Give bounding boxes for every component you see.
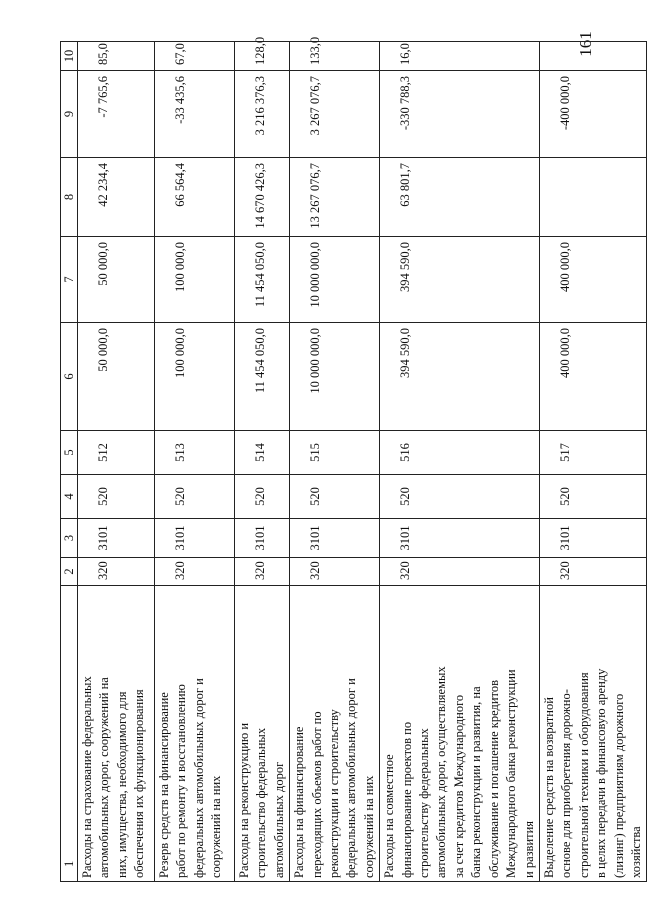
cell-col-3: 3101 [380, 519, 540, 558]
col-header-9: 9 [61, 71, 78, 158]
cell-col-10: 16,0 [380, 42, 540, 71]
cell-col-2: 320 [290, 558, 380, 586]
cell-col-10: 133,0 [290, 42, 380, 71]
col-header-6: 6 [61, 323, 78, 431]
cell-col-7: 394 590,0 [380, 237, 540, 323]
page-number: 161 [576, 31, 595, 57]
cell-col-10: 67,0 [155, 42, 235, 71]
description-line: Международного банка реконструкции [504, 669, 519, 878]
cell-col-2: 320 [235, 558, 290, 586]
cell-col-3: 3101 [155, 519, 235, 558]
table-row [380, 42, 540, 882]
table-row [78, 42, 155, 882]
description-line: (лизинг) предприятиям дорожного [611, 693, 626, 878]
cell-col-7: 11 454 050,0 [235, 237, 290, 323]
cell-col-3: 3101 [539, 519, 646, 558]
cell-col-4: 520 [235, 475, 290, 519]
description-line: банка реконструкции и развития, на [469, 686, 484, 878]
description-line: автомобильных дорог, сооружений на [97, 677, 112, 878]
cell-col-3: 3101 [78, 519, 155, 558]
description-line: обслуживание и погашение кредитов [486, 679, 501, 878]
cell-col-2: 320 [155, 558, 235, 586]
table-row [539, 42, 646, 882]
description-line: переходящих объемов работ по [309, 711, 324, 878]
cell-col-9: -7 765,6 [78, 71, 155, 158]
cell-col-6: 50 000,0 [78, 323, 155, 431]
cell-col-2: 320 [539, 558, 646, 586]
description-line: автомобильных дорог, осуществляемых [434, 666, 449, 878]
row-description [155, 586, 235, 882]
row-description [290, 586, 380, 882]
cell-col-9: -330 788,3 [380, 71, 540, 158]
description-line: федеральных автомобильных дорог и [191, 678, 206, 878]
cell-col-4: 520 [539, 475, 646, 519]
cell-col-8: 42 234,4 [78, 158, 155, 237]
cell-col-4: 520 [290, 475, 380, 519]
table-row [155, 42, 235, 882]
cell-col-9: 3 267 076,7 [290, 71, 380, 158]
cell-col-7: 100 000,0 [155, 237, 235, 323]
cell-col-8: 63 801,7 [380, 158, 540, 237]
cell-col-8: 14 670 426,3 [235, 158, 290, 237]
cell-col-5: 515 [290, 431, 380, 475]
cell-col-2: 320 [380, 558, 540, 586]
description-line: автомобильных дорог [271, 761, 286, 878]
description-line: сооружений на них [209, 775, 224, 878]
cell-col-8: 66 564,4 [155, 158, 235, 237]
cell-col-5: 514 [235, 431, 290, 475]
col-header-5: 5 [61, 431, 78, 475]
col-header-4: 4 [61, 475, 78, 519]
cell-col-5: 517 [539, 431, 646, 475]
cell-col-8 [539, 158, 646, 237]
cell-col-10: 128,0 [235, 42, 290, 71]
cell-col-8: 13 267 076,7 [290, 158, 380, 237]
description-line: Расходы на совместное [382, 754, 397, 878]
description-line: сооружений на них [361, 775, 376, 878]
table-row [290, 42, 380, 882]
table-row [235, 42, 290, 882]
cell-col-6: 11 454 050,0 [235, 323, 290, 431]
col-header-7: 7 [61, 237, 78, 323]
description-line: основе для приобретения дорожно- [559, 689, 574, 878]
rotated-page [60, 36, 643, 882]
description-line: Расходы на реконструкцию и [237, 722, 251, 878]
cell-col-4: 520 [155, 475, 235, 519]
col-header-10: 10 [61, 42, 78, 71]
row-description [539, 586, 646, 882]
description-line: реконструкции и строительству [327, 709, 342, 878]
description-line: хозяйства [628, 826, 643, 878]
cell-col-3: 3101 [235, 519, 290, 558]
cell-col-9: -400 000,0 [539, 71, 646, 158]
cell-col-7: 50 000,0 [78, 237, 155, 323]
description-line: Расходы на страхование федеральных [80, 676, 94, 878]
cell-col-2: 320 [78, 558, 155, 586]
description-line: Расходы на финансирование [292, 726, 307, 878]
description-line: Выделение средств на возвратной [541, 697, 556, 878]
description-line: в целях передачи в финансовую аренду [594, 668, 609, 878]
cell-col-6: 394 590,0 [380, 323, 540, 431]
cell-col-7: 400 000,0 [539, 237, 646, 323]
description-line: работ по ремонту и восстановлению [174, 684, 189, 878]
description-line: них, имущества, необходимого для [114, 691, 129, 878]
cell-col-4: 520 [78, 475, 155, 519]
row-description [78, 586, 155, 882]
cell-col-5: 512 [78, 431, 155, 475]
col-header-1: 1 [61, 586, 78, 882]
cell-col-5: 516 [380, 431, 540, 475]
cell-col-5: 513 [155, 431, 235, 475]
description-line: и развития [521, 820, 536, 878]
cell-col-6: 400 000,0 [539, 323, 646, 431]
cell-col-3: 3101 [290, 519, 380, 558]
description-line: Резерв средств на финансирование [157, 692, 171, 878]
description-line: федеральных автомобильных дорог и [344, 678, 359, 878]
description-line: обеспечения их функционирования [132, 689, 147, 878]
cell-col-10: 85,0 [78, 42, 155, 71]
cell-col-6: 10 000 000,0 [290, 323, 380, 431]
col-header-2: 2 [61, 558, 78, 586]
cell-col-6: 100 000,0 [155, 323, 235, 431]
budget-table [60, 36, 647, 882]
row-description [235, 586, 290, 882]
cell-col-9: 3 216 376,3 [235, 71, 290, 158]
description-line: строительству федеральных [417, 728, 432, 878]
description-line: строительной техники и оборудования [576, 672, 591, 878]
cell-col-4: 520 [380, 475, 540, 519]
col-header-3: 3 [61, 519, 78, 558]
header-row [61, 42, 78, 882]
cell-col-10 [539, 42, 646, 71]
col-header-8: 8 [61, 158, 78, 237]
description-line: строительство федеральных [254, 727, 269, 878]
cell-col-7: 10 000 000,0 [290, 237, 380, 323]
description-line: за счет кредитов Международного [451, 694, 466, 878]
description-line: финансирование проектов по [399, 721, 414, 878]
cell-col-9: -33 435,6 [155, 71, 235, 158]
row-description [380, 586, 540, 882]
